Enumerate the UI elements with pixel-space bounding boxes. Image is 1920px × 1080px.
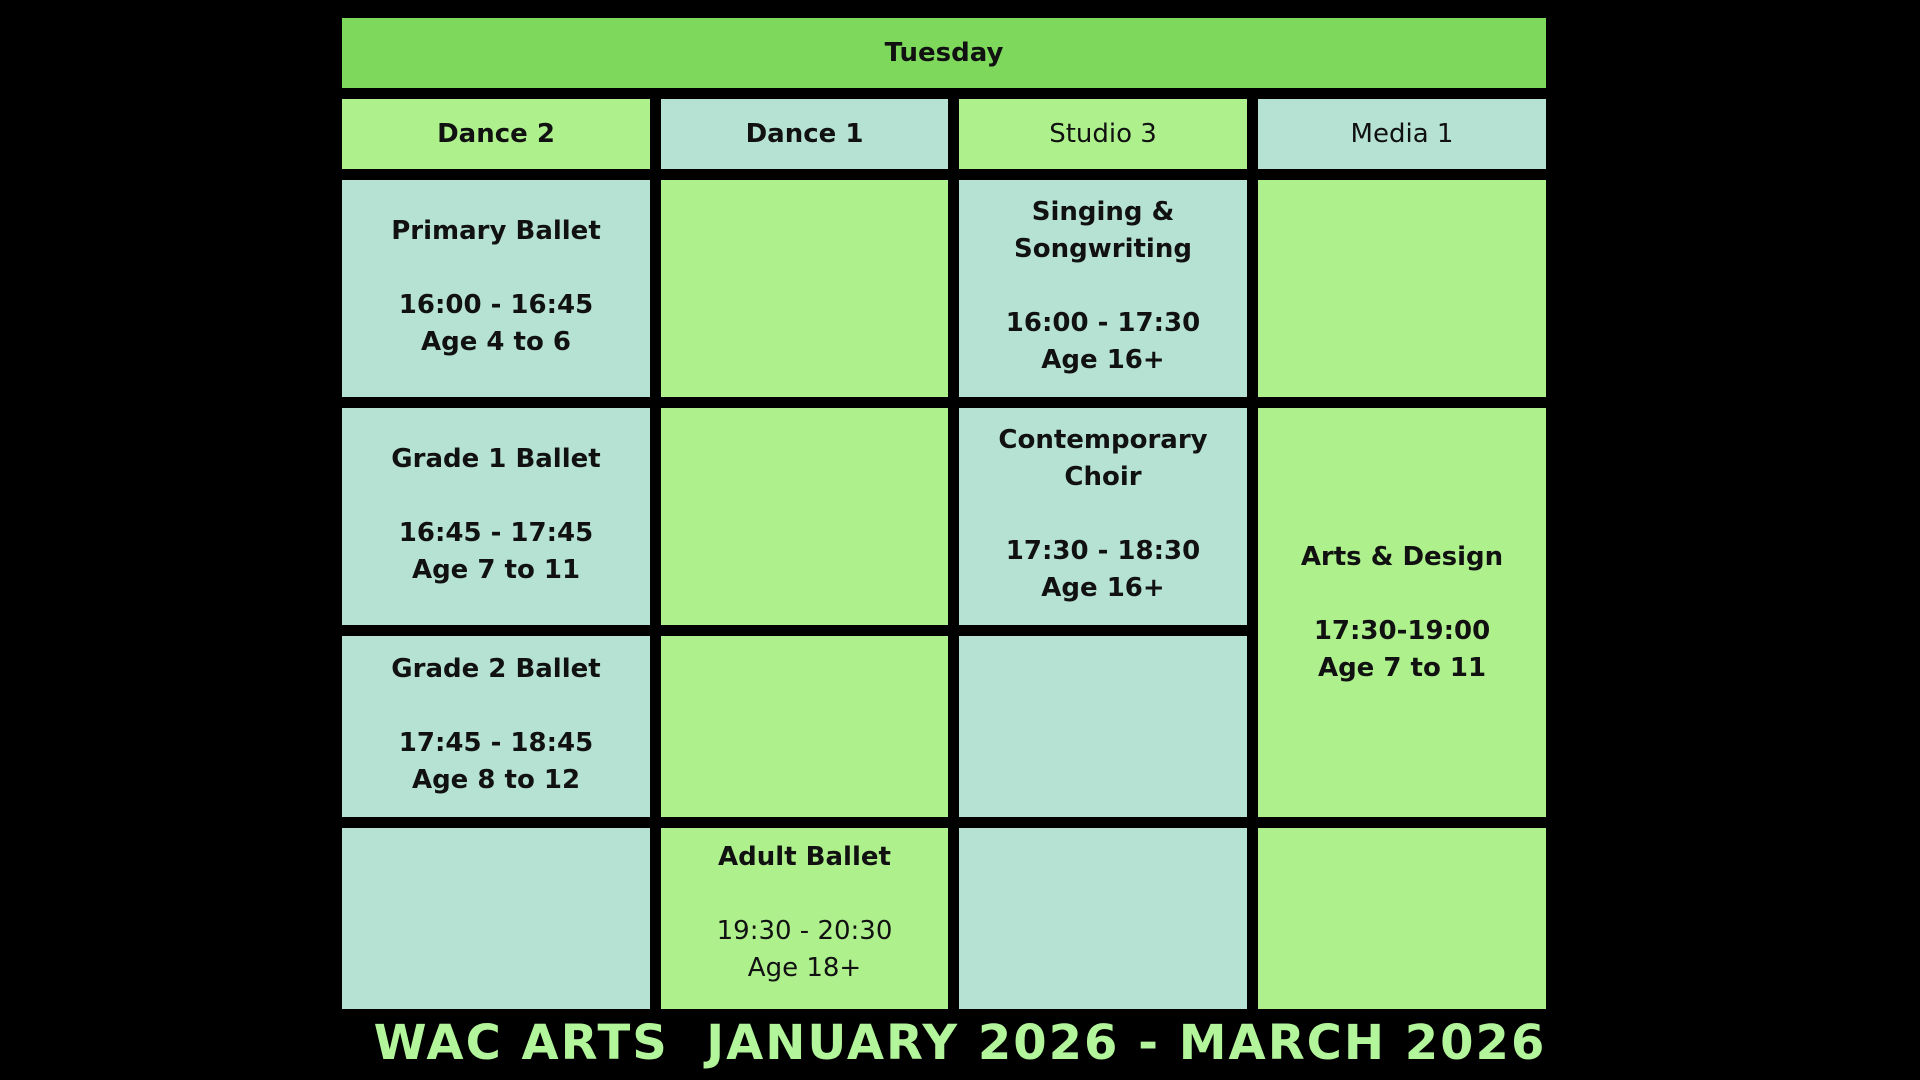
class-name: Grade 1 Ballet — [391, 444, 601, 474]
room-header-media-1 — [1258, 99, 1546, 169]
class-name: Adult Ballet — [718, 842, 891, 872]
room-label: Dance 1 — [745, 119, 864, 149]
term-banner-text: WAC ARTS JANUARY 2026 - MARCH 2026 — [373, 1015, 1547, 1071]
class-cell-grade-1-ballet — [342, 408, 650, 625]
room-label: Media 1 — [1350, 119, 1454, 149]
class-time: 17:30 - 18:30 — [1005, 536, 1201, 566]
empty-cell — [959, 636, 1247, 817]
room-header-studio-3 — [959, 99, 1247, 169]
class-time: 17:30-19:00 — [1313, 615, 1491, 646]
day-title: Tuesday — [884, 38, 1004, 68]
class-cell-contemporary-choir — [959, 408, 1247, 625]
class-cell-arts-design — [1258, 408, 1546, 817]
class-age: Age 16+ — [1041, 573, 1165, 603]
class-cell-primary-ballet — [342, 180, 650, 397]
class-name: Primary Ballet — [391, 216, 601, 246]
class-cell-singing-songwriting — [959, 180, 1247, 397]
class-name: Contemporary Choir — [998, 425, 1208, 492]
empty-cell — [661, 636, 948, 817]
class-time: 19:30 - 20:30 — [716, 916, 893, 946]
class-time: 16:45 - 17:45 — [398, 518, 594, 548]
room-label: Studio 3 — [1049, 119, 1157, 149]
empty-cell — [1258, 828, 1546, 1009]
class-cell-adult-ballet — [661, 828, 948, 1009]
class-cell-grade-2-ballet — [342, 636, 650, 817]
room-header-dance-2 — [342, 99, 650, 169]
class-name: Singing & Songwriting — [1014, 197, 1192, 264]
class-age: Age 7 to 11 — [1317, 652, 1487, 683]
empty-cell — [342, 828, 650, 1009]
class-age: Age 8 to 12 — [411, 765, 581, 795]
empty-cell — [661, 180, 948, 397]
class-age: Age 7 to 11 — [411, 555, 581, 585]
class-age: Age 16+ — [1041, 345, 1165, 375]
empty-cell — [661, 408, 948, 625]
class-name: Grade 2 Ballet — [391, 654, 601, 684]
empty-cell — [959, 828, 1247, 1009]
class-time: 16:00 - 16:45 — [398, 290, 594, 320]
room-label: Dance 2 — [437, 119, 555, 149]
class-time: 16:00 - 17:30 — [1005, 308, 1201, 338]
empty-cell — [1258, 180, 1546, 397]
term-banner — [0, 1008, 1920, 1078]
room-header-dance-1 — [661, 99, 948, 169]
day-header — [342, 18, 1546, 88]
class-time: 17:45 - 18:45 — [398, 728, 594, 758]
class-age: Age 18+ — [747, 953, 862, 983]
class-name: Arts & Design — [1300, 541, 1504, 572]
class-age: Age 4 to 6 — [421, 327, 571, 357]
